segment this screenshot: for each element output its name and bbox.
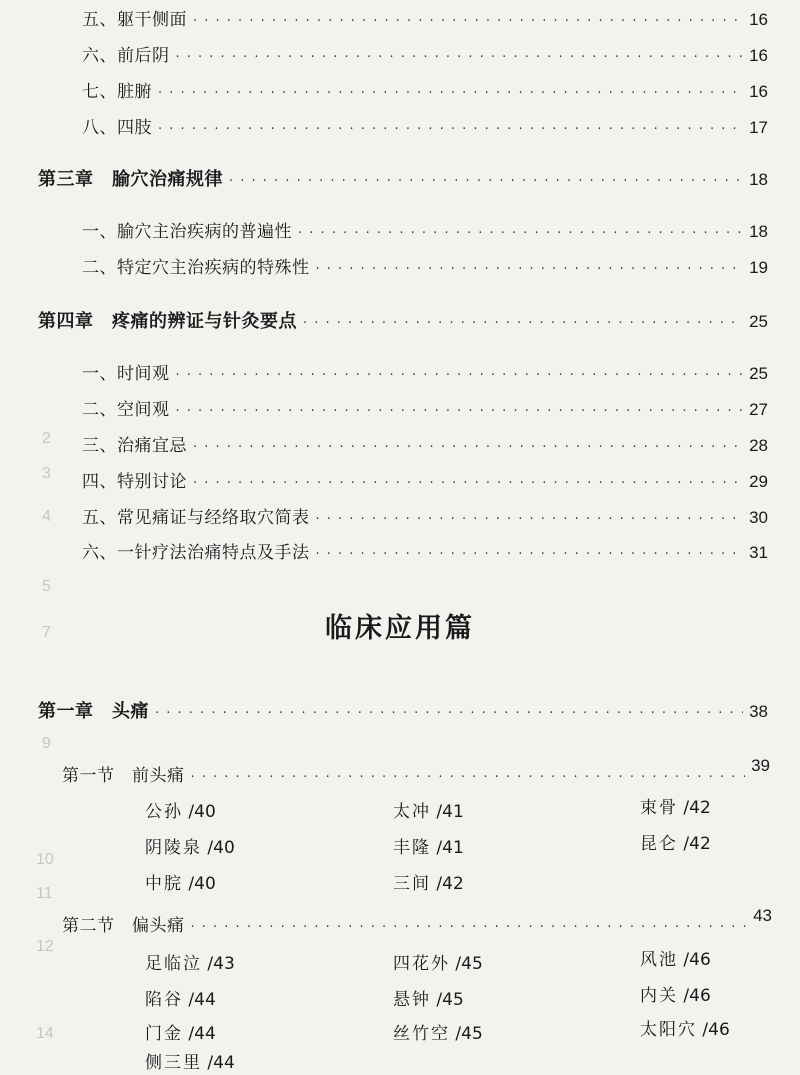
- section-page: 39: [751, 756, 770, 775]
- bleed-through-number: 9: [42, 735, 51, 752]
- acupoint-name: 足临泣: [145, 954, 202, 974]
- toc-entry[interactable]: [82, 44, 768, 70]
- acupoint-entry[interactable]: [393, 1022, 483, 1046]
- acupoint-entry[interactable]: [393, 988, 464, 1012]
- section-heading[interactable]: [62, 906, 772, 940]
- acupoint-page: /45: [455, 1024, 483, 1044]
- chapter-page: 18: [749, 170, 768, 189]
- acupoint-entry[interactable]: [145, 800, 216, 824]
- acupoint-name: 太冲: [393, 802, 431, 822]
- dot-leader: [176, 364, 744, 388]
- chapter-label: 第三章 腧穴治痛规律: [38, 169, 223, 190]
- acupoint-name: 公孙: [145, 802, 183, 822]
- chapter-heading[interactable]: [38, 700, 768, 726]
- acupoint-page: /40: [188, 874, 216, 894]
- toc-entry-page: 30: [749, 508, 768, 527]
- toc-entry[interactable]: [82, 541, 768, 567]
- chapter-page: 38: [749, 702, 768, 721]
- acupoint-entry[interactable]: [393, 952, 483, 976]
- acupoint-entry[interactable]: [640, 796, 711, 820]
- acupoint-entry[interactable]: [393, 800, 464, 824]
- acupoint-entry[interactable]: [145, 988, 216, 1012]
- toc-entry-label: 二、空间观: [82, 400, 170, 420]
- bleed-through-number: 4: [42, 508, 51, 525]
- dot-leader: [158, 82, 743, 106]
- toc-entry-page: 18: [749, 222, 768, 241]
- toc-entry[interactable]: [82, 434, 768, 460]
- acupoint-entry[interactable]: [145, 1051, 235, 1075]
- acupoint-name: 侧三里: [145, 1053, 202, 1073]
- chapter-heading[interactable]: [38, 168, 768, 194]
- acupoint-entry[interactable]: [640, 1018, 730, 1042]
- acupoint-name: 悬钟: [393, 990, 431, 1010]
- dot-leader: [155, 702, 743, 726]
- toc-entry[interactable]: [82, 470, 768, 496]
- toc-entry-page: 16: [749, 82, 768, 101]
- acupoint-page: /46: [683, 986, 711, 1006]
- section-label: 第二节 偏头痛: [62, 916, 185, 936]
- dot-leader: [176, 46, 744, 70]
- bleed-through-number: 12: [36, 938, 54, 955]
- acupoint-page: /41: [436, 838, 464, 858]
- acupoint-page: /42: [683, 798, 711, 818]
- chapter-page: 25: [749, 312, 768, 331]
- acupoint-name: 四花外: [393, 954, 450, 974]
- toc-entry-label: 一、腧穴主治疾病的普遍性: [82, 222, 292, 242]
- dot-leader: [303, 312, 743, 336]
- toc-entry-page: 25: [749, 364, 768, 383]
- acupoint-page: /42: [436, 874, 464, 894]
- toc-entry-label: 五、躯干侧面: [82, 10, 187, 30]
- dot-leader: [316, 543, 744, 567]
- acupoint-name: 中脘: [145, 874, 183, 894]
- toc-entry-label: 六、一针疗法治痛特点及手法: [82, 543, 310, 563]
- acupoint-page: /44: [188, 990, 216, 1010]
- acupoint-name: 太阳穴: [640, 1020, 697, 1040]
- acupoint-entry[interactable]: [145, 952, 235, 976]
- toc-entry[interactable]: [82, 8, 768, 34]
- toc-entry[interactable]: [82, 80, 768, 106]
- acupoint-name: 三间: [393, 874, 431, 894]
- toc-entry-label: 八、四肢: [82, 118, 152, 138]
- chapter-label: 第一章 头痛: [38, 701, 149, 722]
- acupoint-page: /42: [683, 834, 711, 854]
- acupoint-page: /44: [188, 1024, 216, 1044]
- acupoint-entry[interactable]: [393, 872, 464, 896]
- toc-entry-label: 一、时间观: [82, 364, 170, 384]
- toc-entry-page: 19: [749, 258, 768, 277]
- toc-entry-page: 28: [749, 436, 768, 455]
- toc-entry[interactable]: [82, 116, 768, 142]
- acupoint-name: 阴陵泉: [145, 838, 202, 858]
- toc-entry[interactable]: [82, 362, 768, 388]
- part-title: 临床应用篇: [325, 613, 475, 644]
- acupoint-entry[interactable]: [640, 948, 711, 972]
- toc-entry-label: 六、前后阴: [82, 46, 170, 66]
- bleed-through-number: 5: [42, 578, 51, 595]
- acupoint-page: /41: [436, 802, 464, 822]
- toc-entry[interactable]: [82, 398, 768, 424]
- dot-leader: [176, 400, 744, 424]
- chapter-label: 第四章 疼痛的辨证与针灸要点: [38, 311, 297, 332]
- dot-leader: [158, 118, 743, 142]
- dot-leader: [193, 10, 743, 34]
- toc-entry-label: 七、脏腑: [82, 82, 152, 102]
- dot-leader: [229, 170, 743, 194]
- acupoint-name: 束骨: [640, 798, 678, 818]
- toc-entry-page: 31: [749, 543, 768, 562]
- acupoint-name: 风池: [640, 950, 678, 970]
- toc-entry-label: 四、特别讨论: [82, 472, 187, 492]
- acupoint-entry[interactable]: [640, 984, 711, 1008]
- dot-leader: [316, 258, 744, 282]
- toc-entry-label: 五、常见痛证与经络取穴简表: [82, 508, 310, 528]
- acupoint-page: /44: [207, 1053, 235, 1073]
- acupoint-name: 陷谷: [145, 990, 183, 1010]
- bleed-through-number: 10: [36, 851, 54, 868]
- acupoint-name: 门金: [145, 1024, 183, 1044]
- acupoint-page: /46: [683, 950, 711, 970]
- dot-leader: [191, 916, 748, 940]
- bleed-through-number: 7: [42, 624, 51, 641]
- acupoint-name: 丰隆: [393, 838, 431, 858]
- acupoint-entry[interactable]: [393, 836, 464, 860]
- bleed-through-number: 14: [36, 1025, 54, 1042]
- acupoint-entry[interactable]: [145, 836, 235, 860]
- toc-entry-page: 17: [749, 118, 768, 137]
- acupoint-entry[interactable]: [640, 832, 711, 856]
- dot-leader: [193, 436, 743, 460]
- acupoint-page: /40: [207, 838, 235, 858]
- bleed-through-number: 11: [36, 885, 53, 902]
- acupoint-name: 昆仑: [640, 834, 678, 854]
- toc-entry-label: 二、特定穴主治疾病的特殊性: [82, 258, 310, 278]
- section-page: 43: [753, 906, 772, 925]
- toc-entry[interactable]: [82, 256, 768, 282]
- toc-entry-page: 16: [749, 46, 768, 65]
- toc-entry-page: 16: [749, 10, 768, 29]
- acupoint-name: 丝竹空: [393, 1024, 450, 1044]
- toc-entry[interactable]: [82, 220, 768, 246]
- dot-leader: [193, 472, 743, 496]
- acupoint-page: /45: [455, 954, 483, 974]
- section-label: 第一节 前头痛: [62, 766, 185, 786]
- acupoint-entry[interactable]: [145, 1022, 216, 1046]
- acupoint-page: /43: [207, 954, 235, 974]
- toc-entry-page: 27: [749, 400, 768, 419]
- bleed-through-number: 3: [42, 465, 51, 482]
- toc-entry-label: 三、治痛宜忌: [82, 436, 187, 456]
- acupoint-page: /46: [702, 1020, 730, 1040]
- toc-entry[interactable]: [82, 506, 768, 532]
- chapter-heading[interactable]: [38, 310, 768, 336]
- dot-leader: [298, 222, 743, 246]
- acupoint-name: 内关: [640, 986, 678, 1006]
- bleed-through-number: 2: [42, 430, 51, 447]
- dot-leader: [316, 508, 744, 532]
- toc-entry-page: 29: [749, 472, 768, 491]
- acupoint-entry[interactable]: [145, 872, 216, 896]
- acupoint-page: /40: [188, 802, 216, 822]
- dot-leader: [191, 766, 746, 790]
- section-heading[interactable]: [62, 756, 770, 790]
- acupoint-page: /45: [436, 990, 464, 1010]
